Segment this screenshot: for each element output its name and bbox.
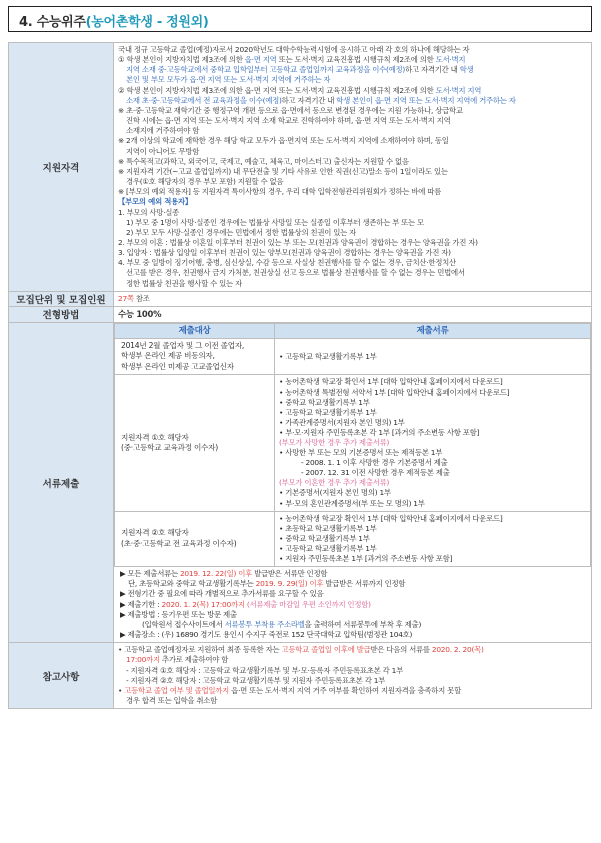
document-item-text: • 농어촌학생 학교장 확인서 1부 [대학 입학안내 홈페이지에서 다운로드] [279,377,503,387]
method-label: 전형방법 [9,306,114,322]
document-item-text: • 부·모의 혼인관계증명서(부 또는 모 명의) 1부 [279,498,425,508]
document-note [120,600,587,610]
document-item-text: • 초등학교 학교생활기록부 1부 [279,523,377,533]
document-note [120,630,587,640]
document-target-cell [115,375,275,511]
eligibility-line-text: ※ 특수목적고(과학고, 외국어고, 국제고, 예술고, 체육고, 마이스터고) 출신자는 지원할 수 없음 [118,156,409,166]
document-item-text: - 2007. 12. 31 이전 사망한 경우 제적등본 제출 [301,468,450,478]
eligibility-line-text: ① 학생 본인이 지방자치법 제3조에 의한 [118,55,245,65]
eligibility-line-text: 정한 법률상 친권을 행사할 수 있는 자 [126,278,242,288]
document-note [120,569,587,579]
document-note-text: ▶ 제출장소 : (우) 16890 경기도 용인시 수지구 죽전로 152 단국대학교 입학팀(범정관 104호) [120,630,413,640]
remark-line [118,676,587,686]
remark-line-text: 받은 다음의 서류를 [370,645,432,655]
eligibility-line-text: 국내 정규 고등학교 졸업(예정)자로서 2020학년도 대학수학능력시험에 응시하고 아래 각 호의 하나에 해당하는 자 [118,45,470,54]
header-documents: 제출서류 [275,323,591,338]
quota-page-ref: 27쪽 [118,293,134,303]
method-value: 수능 100% [114,306,592,322]
document-item-text: • 농어촌학생 학교장 확인서 1부 [대학 입학안내 홈페이지에서 다운로드] [279,513,503,523]
remark-line-text: - 지원자격 ①호 해당자 : 고등학교 학교생활기록부 및 부·모·등록자 주민등록표초본 각 1부 [126,665,404,675]
document-item [279,388,586,398]
remark-line-text: 17:00까지 [126,655,160,665]
document-note-text: (서류제출 마감일 우편 소인까지 인정함) [246,599,371,609]
section-title-highlight: (농어촌학생 - 정원외) [85,15,209,30]
eligibility-line [118,45,587,55]
document-note-text: ▶ 제출방법 : 등기우편 또는 방문 제출 [120,609,237,619]
document-item [279,524,586,534]
eligibility-line-text: 하고 자격기간 내 [405,65,460,75]
eligibility-line [118,96,587,106]
eligibility-label: 지원자격 [9,43,114,292]
document-item-text: • 사망한 부 또는 모의 기본증명서 또는 제적등본 1부 [279,448,443,458]
document-item [279,478,586,488]
remark-line-text: • [118,685,125,695]
eligibility-line-text: 2) 부모 모두 사망·실종인 경우에는 민법에서 정한 법률상의 친권이 있는 자 [126,227,356,237]
header-target: 제출대상 [115,323,275,338]
eligibility-line [118,238,587,248]
eligibility-line [118,187,587,197]
eligibility-line-text: 도서·벽지 [435,55,466,65]
eligibility-row [9,43,592,292]
quota-suffix: 참조 [133,293,150,303]
remarks-content [114,643,592,709]
document-item-text: • 중학교 학교생활기록부 1부 [279,397,370,407]
document-note-text: 을 출력하여 서류봉투에 부착 후 제출) [304,619,422,629]
documents-row [9,322,592,642]
section-title [19,11,209,30]
eligibility-line-text: ※ [부모의 예외 적용자] 등 지원자격 특이사항의 경우, 우리 대학 입학전형관리위원회가 정하는 바에 따름 [118,187,442,197]
remark-line [118,645,587,655]
document-note-text: ▶ 제출기한 : [120,599,162,609]
document-item [279,468,586,478]
eligibility-line-text: 2. 부모의 이혼 : 법률상 이혼일 이후부터 친권이 있는 부 또는 모(친권과 양육권이 경합하는 경우는 양육권을 가진 자) [118,237,478,247]
eligibility-line-text: 진학 시에는 읍·면 지역 또는 도서·벽지 지역 소재 학교로 진학하여야 하며, 읍·면 지역 또는 도서·벽지 지역 [126,116,451,126]
eligibility-line-text: ※ 지원자격 기간(~고교 졸업일까지) 내 무단전출 및 기타 사유로 인한 직권(신고)말소 등이 1일이라도 있는 [118,166,448,176]
document-item-text: • 중학교 학교생활기록부 1부 [279,533,370,543]
remark-line-text: 2020. 2. 20(목) [431,645,484,655]
document-item [279,458,586,468]
eligibility-line-text: 소재 초·중·고등학교에서 전 교육과정을 이수(예정) [126,95,282,105]
document-note-text: 2019. 9. 29(일) 이후 [255,579,324,589]
eligibility-line [118,268,587,278]
remark-line [118,655,587,665]
document-row [115,338,591,375]
eligibility-line [118,218,587,228]
document-row [115,375,591,511]
document-item-text: • 부·모·지원자 주민등록초본 각 1부 [과거의 주소변동 사항 포함] [279,427,480,437]
eligibility-line-text: ※ 초·중·고등학교 재학기간 중 행정구역 개편 등으로 읍·면에서 동으로 변경된 경우에는 지원 가능하나, 상급학교 [118,105,463,115]
document-target-text: (중·고등학교 교육과정 이수자) [121,443,218,453]
section-title-box [8,6,592,32]
document-note-text: 2019. 12. 22(일) 이후 [179,569,253,579]
documents-content [114,322,592,642]
eligibility-line [118,136,587,146]
document-item [279,428,586,438]
document-note-text: (입학원서 접수사이트에서 [142,619,225,629]
document-item-text: • 고등학교 학교생활기록부 1부 [279,407,377,417]
eligibility-line [118,55,587,65]
document-item-text: • 가족관계증명서(지원자 본인 명의) 1부 [279,417,405,427]
eligibility-line [118,248,587,258]
quota-label: 모집단위 및 모집인원 [9,291,114,306]
eligibility-line-text: 본인 및 부모 모두가 읍·면 지역 또는 도서·벽지 지역에 거주하는 자 [126,75,331,85]
eligibility-line-text: 1) 부모 중 1명이 사망·실종인 경우에는 법률상 사망일 또는 실종일 이후부터 생존하는 부 또는 모 [126,217,424,227]
document-target-text: 학생부 온라인 미제공 고교졸업신자 [121,361,234,371]
document-item-text: • 지원자 주민등록초본 1부 [과거의 주소변동 사항 포함] [279,554,453,563]
document-item [279,398,586,408]
document-note [120,589,587,599]
remark-line [118,686,587,696]
eligibility-line-text: ※ 2개 이상의 학교에 재학한 경우 해당 학교 모두가 읍·면지역 또는 도서·벽지 지역에 소재하여야 하며, 동일 [118,136,449,146]
document-items-cell [275,511,591,566]
eligibility-line [118,157,587,167]
eligibility-line-text: 또는 도서·벽지 교육진흥법 시행규칙 제2조에 의한 [276,55,436,65]
eligibility-line-text: ② 학생 본인이 지방자치법 제3조에 의한 읍·면 지역 또는 도서·벽지 교육진흥법 시행규칙 제2조에 의한 [118,85,436,95]
document-item [279,418,586,428]
document-note [120,610,587,620]
eligibility-line [118,177,587,187]
eligibility-line-text: 학생 [459,65,474,75]
eligibility-line [118,86,587,96]
eligibility-line [118,197,587,207]
document-item [279,352,586,362]
eligibility-line-text: 도서·벽지 지역 [435,85,482,95]
document-item [279,514,586,524]
document-item [279,544,586,554]
admission-table [8,42,592,709]
document-item [279,408,586,418]
eligibility-line [118,228,587,238]
document-item-text: - 2008. 1. 1 이후 사망한 경우 기본증명서 제출 [301,458,448,468]
remark-line-text: - 지원자격 ②호 해당자 : 고등학교 학교생활기록부 및 지원자 주민등록표초본 각 1부 [126,675,386,685]
eligibility-line-text: 지역이 아니어도 무방함 [126,146,200,156]
remark-line-text: 경우 합격 또는 입학을 취소함 [126,695,218,705]
quota-content [114,291,592,306]
eligibility-line-text: 경우(①호 해당자의 경우 부모 포함) 지원할 수 없음 [126,177,284,187]
document-note-text: 발급받은 서류까지 인정함 [323,579,406,589]
remark-line-text: 고등학교 졸업일 이후에 발급 [281,645,371,655]
document-item [279,534,586,544]
documents-notes [114,567,591,642]
eligibility-line-text: 소재지에 거주하여야 함 [126,126,200,136]
eligibility-line-text: 지역 소재 중·고등학교에서 중학교 입학일부터 고등학교 졸업일까지 교육과정을 이수(예정) [126,65,406,75]
eligibility-line-text: 4. 부모 중 일방이 징기어행, 충병, 심신상실, 수감 등으로 사실상 친권행사를 할 수 없는 경우, 금치산·한정치산 [118,258,456,268]
document-note-text: ▶ 전형기간 중 필요에 따라 개별적으로 추가서류를 요구할 수 있음 [120,589,324,599]
eligibility-line [118,258,587,268]
eligibility-line [118,167,587,177]
eligibility-line-text: 3. 입양자 : 법률상 입양일 이후부터 친권이 있는 양부모(친권과 양육권이 경합하는 경우는 양육권을 가진 자) [118,248,451,258]
quota-row [9,291,592,306]
document-note [120,620,587,630]
document-item [279,448,586,458]
documents-header-row [115,323,591,338]
eligibility-content [114,43,592,292]
document-note-text: ▶ 모든 제출서류는 [120,569,180,579]
eligibility-line-text: 선고를 받은 경우, 친권행사 금지 가처분, 친권상실 선고 등으로 법률상 친권행사를 할 수 없는 경우는 민법에서 [126,268,465,278]
section-title-prefix: 4. 수능위주 [19,15,86,30]
remark-line [118,696,587,706]
documents-label: 서류제출 [9,322,114,642]
document-target-cell [115,511,275,566]
eligibility-line-text: 하고 자격기간 내 [281,95,337,105]
document-target-cell [115,338,275,375]
eligibility-line-text: 1. 부모의 사망·실종 [118,207,180,217]
eligibility-line [118,75,587,85]
document-item [279,499,586,509]
document-item-text: (부모가 이혼한 경우 추가 제출서류) [279,478,390,488]
document-items-cell [275,338,591,375]
eligibility-line [118,65,587,75]
eligibility-line [118,116,587,126]
document-item-text: • 고등학교 학교생활기록부 1부 [279,543,377,553]
remark-line-text: 고등학교 졸업 여부 및 졸업일까지 [124,685,230,695]
document-target-text: 2014년 2월 졸업자 및 그 이전 졸업자, [121,340,245,350]
document-item-text: • 농어촌학생 특별전형 서약서 1부 [대학 입학안내 홈페이지에서 다운로드] [279,387,510,397]
document-note-text: 2020. 1. 2(목) 17:00까지 [161,599,245,609]
document-item-text: (부모가 사망한 경우 추가 제출서류) [279,437,390,447]
documents-subtable [114,323,591,567]
remark-line-text: • 고등학교 졸업예정자로 지원하여 최종 등록한 자는 [118,645,282,655]
document-note-text: 서류봉투 부착용 주소라벨 [224,619,305,629]
document-item [279,488,586,498]
remark-line-text: 추가로 제출하여야 함 [159,655,229,665]
document-item [279,554,586,564]
document-items-cell [275,375,591,511]
document-target-text: 지원자격 ②호 해당자 [121,528,189,538]
remarks-label: 참고사항 [9,643,114,709]
document-target-text: (초·중·고등학교 전 교육과정 이수자) [121,538,237,548]
eligibility-line [118,147,587,157]
eligibility-line-text: 학생 본인이 읍·면 지역 또는 도서·벽지 지역에 거주하는 자 [336,95,516,105]
eligibility-line [118,279,587,289]
document-target-text: 학생부 온라인 제공 비동의자, [121,351,215,361]
eligibility-line [118,126,587,136]
eligibility-line [118,208,587,218]
remark-line-text: 읍·면 또는 도서·벽지 지역 거주 여부를 확인하여 지원자격을 충족하지 못할 [229,685,461,695]
remark-line [118,666,587,676]
document-item [279,377,586,387]
eligibility-line-text: 【부모의 예외 적용자】 [118,197,193,207]
method-row [9,306,592,322]
document-target-text: 지원자격 ①호 해당자 [121,432,189,442]
document-row [115,511,591,566]
document-item-text: • 고등학교 학교생활기록부 1부 [279,351,377,361]
document-note [120,579,587,589]
document-note-text: 단, 초등학교와 중학교 학교생활기록부는 [128,579,256,589]
eligibility-line [118,106,587,116]
remarks-row [9,643,592,709]
document-item-text: • 기본증명서(지원자 본인 명의) 1부 [279,488,391,498]
eligibility-line-text: 읍·면 지역 [244,55,277,65]
document-note-text: 발급받은 서류만 인정함 [252,569,328,579]
document-item [279,438,586,448]
